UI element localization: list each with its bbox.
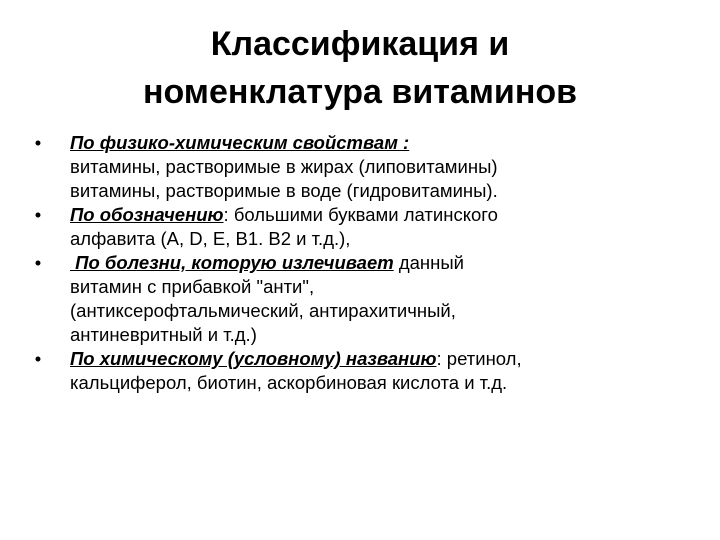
bullet-heading-line (70, 251, 690, 275)
bullet-heading-line (70, 347, 690, 371)
title-line-1: Классификация и (210, 25, 510, 63)
bullet-label: По химическому (условному) названию (70, 348, 437, 369)
bullet-dot: • (34, 252, 42, 273)
bullet-dot: • (34, 348, 42, 369)
slide-title (40, 20, 680, 116)
bullet-label: По физико-химическим свойствам : (70, 132, 410, 153)
bullet-text-line: алфавита (А, D, Е, В1. В2 и т.д.), (70, 228, 351, 249)
bullet-heading-line (70, 131, 690, 155)
bullet-label: По обозначению (70, 204, 224, 225)
bullet-heading-line (70, 203, 690, 227)
bullet-dot: • (34, 132, 42, 153)
bullet-text-line: витамины, растворимые в воде (гидровитамины). (70, 180, 498, 201)
bullet-physico-chemical (30, 131, 690, 203)
title-line-2: номенклатура витаминов (142, 73, 578, 111)
bullet-text-line: кальциферол, биотин, аскорбиновая кислота и т.д. (70, 372, 508, 393)
bullet-text-line: витамин с прибавкой "анти", (70, 276, 315, 297)
bullet-text-line: антиневритный и т.д.) (70, 324, 257, 345)
bullet-dot: • (34, 204, 42, 225)
bullet-rest: : большими буквами латинского (223, 204, 498, 225)
bullet-list (30, 131, 690, 395)
bullet-designation (30, 203, 690, 251)
bullet-disease (30, 251, 690, 347)
bullet-text-line: (антиксерофтальмический, антирахитичный, (70, 300, 456, 321)
bullet-rest: данный (393, 252, 464, 273)
bullet-chemical-name (30, 347, 690, 395)
bullet-text-line: витамины, растворимые в жирах (липовитамины) (70, 156, 498, 177)
bullet-label: По болезни, которую излечивает (70, 252, 394, 273)
bullet-rest: : ретинол, (436, 348, 522, 369)
